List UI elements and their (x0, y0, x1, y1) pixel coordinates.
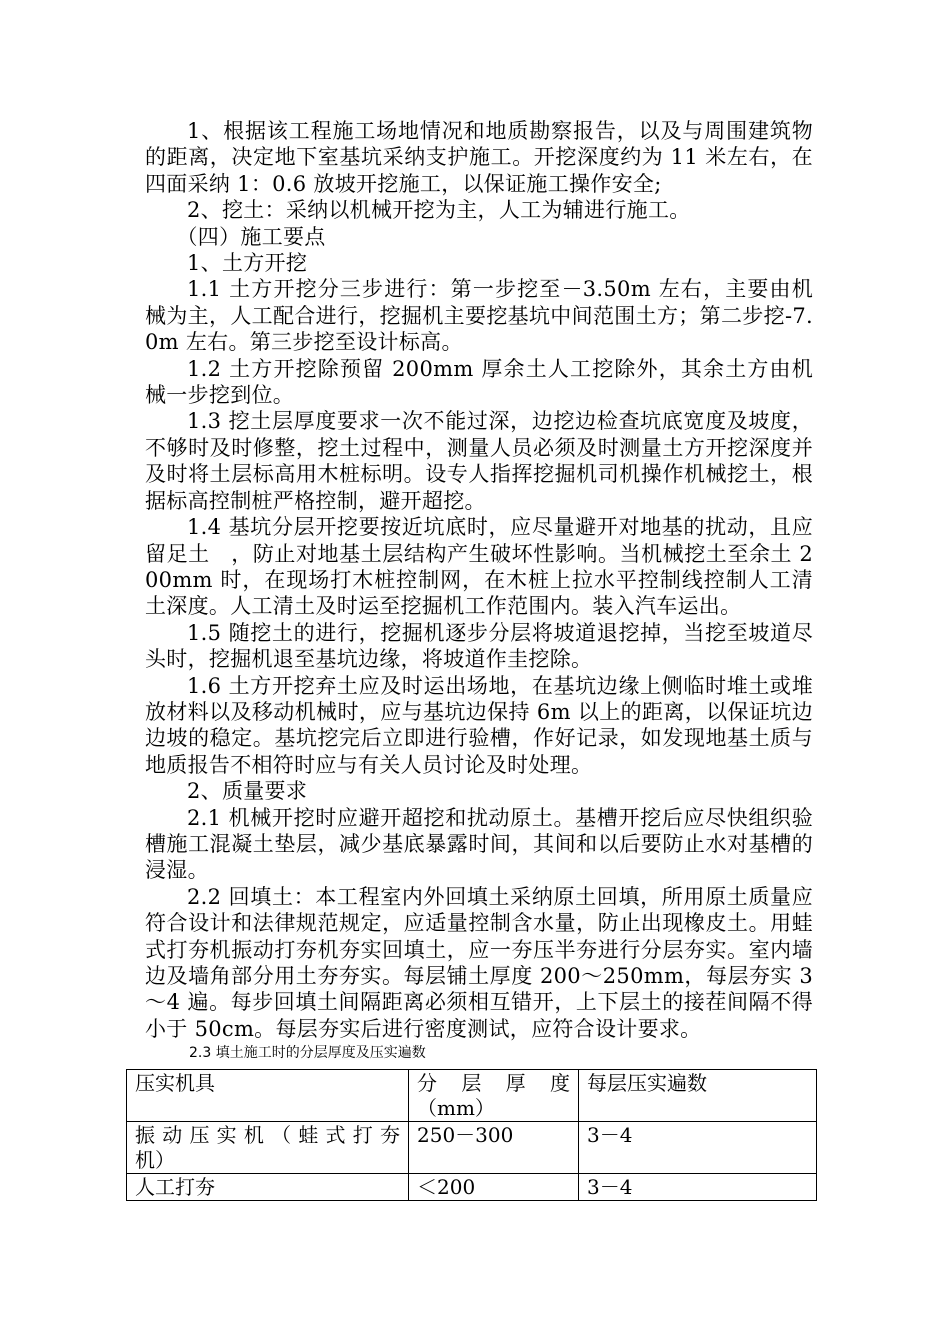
table-caption: 2.3 填土施工时的分层厚度及压实遍数 (189, 1045, 426, 1062)
paragraph-1-5: 1.5 随挖土的进行，挖掘机逐步分层将坡道退挖掉，当挖至坡道尽头时，挖掘机退至基坑边缘，将坡道作圭挖除。 (145, 620, 813, 672)
subheading-quality: 2、质量要求 (187, 779, 308, 804)
header-passes: 每层压实遍数 (579, 1070, 817, 1122)
paragraph-1-6: 1.6 土方开挖弃土应及时运出场地，在基坑边缘上侧临时堆土或堆放材料以及移动机械时，应与基坑边保持 6m 以上的距离，以保证坑边边坡的稳定。基坑挖完后立即进行验槽，作好记录，如发现地基土质与地质报告不相符时应与有关人员讨论及时处理。 (145, 673, 813, 777)
cell-equipment: 人工打夯 (127, 1174, 409, 1201)
cell-layer-thickness: 250－300 (409, 1122, 579, 1174)
paragraph-1-4: 1.4 基坑分层开挖要按近坑底时，应尽量避开对地基的扰动，且应留足土 ，防止对地基土层结构产生破坏性影响。当机械挖土至余土 200mm 时，在现场打木桩控制网，在木桩上拉水平控制线控制人工清土深度。人工清土及时运至挖掘机工作范围内。装入汽车运出。 (145, 515, 813, 619)
cell-equipment: 振动压实机（蛙式打夯 机） (127, 1122, 409, 1174)
section-heading-key-points: （四）施工要点 (176, 224, 326, 249)
paragraph-2-1: 2.1 机械开挖时应避开超挖和扰动原土。基槽开挖后应尽快组织验槽施工混凝土垫层，减少基底暴露时间，其间和以后要防止水对基槽的浸湿。 (145, 805, 813, 883)
header-layer-thickness: 分 层 厚 度 （mm） (409, 1070, 579, 1122)
cell-layer-thickness: ＜200 (409, 1174, 579, 1201)
cell-passes: 3－4 (579, 1174, 817, 1201)
compaction-table (126, 1069, 817, 1201)
table-row (127, 1122, 817, 1174)
subheading-earthwork: 1、土方开挖 (187, 251, 308, 276)
document-body (145, 118, 813, 1062)
table-row (127, 1174, 817, 1201)
paragraph-1-1: 1.1 土方开挖分三步进行：第一步挖至－3.50m 左右，主要由机械为主，人工配合进行，挖掘机主要挖基坑中间范围土方；第二步挖-7.0m 左右。第三步挖至设计标高。 (145, 277, 813, 355)
cell-passes: 3－4 (579, 1122, 817, 1174)
paragraph-2-2: 2.2 回填土：本工程室内外回填土采纳原土回填，所用原土质量应符合设计和法律规范规定，应适量控制含水量，防止出现橡皮土。用蛙式打夯机振动打夯机夯实回填土，应一夯压半夯进行分层夯实。室内墙边及墙角部分用土夯夯实。每层铺土厚度 200～250mm，每层夯实 3～4 遍。每步回填土间隔距离必须相互错开，上下层土的接茬间隔不得小于 50cm。每层夯实后进行密度测试，应符合设计要求。 (145, 884, 813, 1041)
paragraph-support-method: 1、根据该工程施工场地情况和地质勘察报告，以及与周围建筑物的距离，决定地下室基坑采纳支护施工。开挖深度约为 11 米左右，在四面采纳 1：0.6 放坡开挖施工，以保证施工操作安全; (145, 119, 813, 196)
paragraph-1-2: 1.2 土方开挖除预留 200mm 厚余土人工挖除外，其余土方由机械一步挖到位。 (145, 356, 813, 408)
table-header-row (127, 1070, 817, 1122)
paragraph-excavation-method: 2、挖土：采纳以机械开挖为主，人工为辅进行施工。 (187, 198, 691, 223)
paragraph-1-3: 1.3 挖土层厚度要求一次不能过深，边挖边检查坑底宽度及坡度，不够时及时修整，挖土过程中，测量人员必须及时测量土方开挖深度并及时将土层标高用木桩标明。设专人指挥挖掘机司机操作机械挖土，根据标高控制桩严格控制，避开超挖。 (145, 409, 813, 513)
header-equipment: 压实机具 (127, 1070, 409, 1122)
